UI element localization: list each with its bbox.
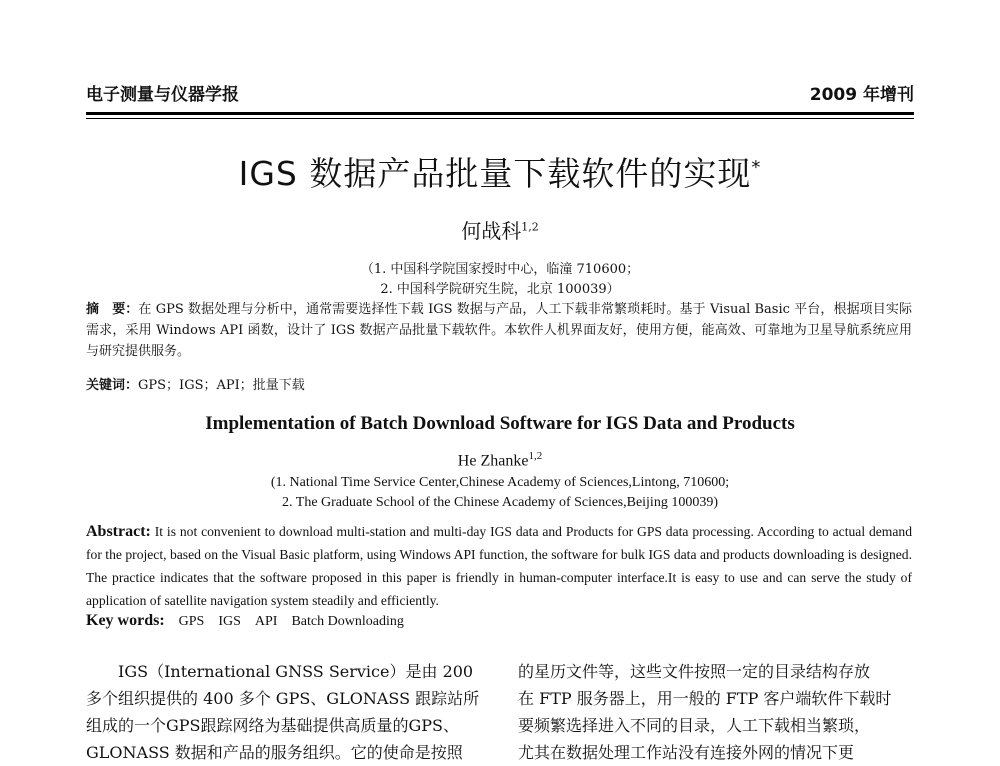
body-line: 的星历文件等，这些文件按照一定的目录结构存放 xyxy=(518,662,871,681)
keywords-en xyxy=(86,612,404,630)
abstract-cn xyxy=(86,299,912,362)
paper-title-text: IGS 数据产品批量下载软件的实现 xyxy=(238,154,752,193)
keywords-cn-label: 关键词： xyxy=(86,378,139,393)
journal-name: 电子测量与仪器学报 xyxy=(86,85,239,105)
affiliation-cn-2: 2. 中国科学院研究生院，北京 100039） xyxy=(380,282,620,297)
author-en xyxy=(0,450,1000,470)
affiliation-en-1: (1. National Time Service Center,Chinese Academy of Sciences,Lintong, 710600; xyxy=(270,475,730,490)
keyword-en: GPS xyxy=(178,614,205,629)
author-affiliation-marks: 1,2 xyxy=(521,220,539,234)
header-rule-thin xyxy=(86,118,914,119)
body-line: 要频繁选择进入不同的目录，人工下载相当繁琐， xyxy=(518,716,871,735)
body-column-left xyxy=(86,658,481,766)
body-line: 尤其在数据处理工作站没有连接外网的情况下更 xyxy=(518,743,855,762)
journal-issue: 2009 年增刊 xyxy=(809,85,914,105)
body-line: 在 FTP 服务器上，用一般的 FTP 客户端软件下载时 xyxy=(518,689,892,708)
affiliation-cn-1: （1. 中国科学院国家授时中心，临潼 710600； xyxy=(360,262,640,277)
keyword-en: API xyxy=(254,614,278,629)
abstract-en xyxy=(86,520,912,612)
abstract-en-label: Abstract: xyxy=(86,523,151,540)
abstract-cn-text: 在 GPS 数据处理与分析中，通常需要选择性下载 IGS 数据与产品，人工下载非常繁琐耗时。基于 Visual Basic 平台，根据项目实际需求，采用 Windows API 函数，设计了 IGS 数据产品批量下载软件。本软件人机界面友好，使用方便，能高效、可靠地为卫星导航系统应用与研究提供服务。 xyxy=(86,302,912,359)
body-line: GLONASS 数据和产品的服务组织。它的使命是按照 xyxy=(86,743,463,762)
keywords-en-label: Key words: xyxy=(86,612,165,629)
author xyxy=(0,215,1000,244)
title-footnote-mark: * xyxy=(751,157,762,178)
body-column-right xyxy=(518,658,914,766)
keyword-en: IGS xyxy=(218,614,241,629)
keyword-en: Batch Downloading xyxy=(291,614,404,629)
paper-title-en: Implementation of Batch Download Software for IGS Data and Products xyxy=(205,413,795,434)
affiliation-en-2: 2. The Graduate School of the Chinese Academy of Sciences,Beijing 100039) xyxy=(282,495,718,510)
keywords-cn xyxy=(86,374,305,393)
header-rule-thick xyxy=(86,112,914,115)
body-line: IGS（International GNSS Service）是由 200 xyxy=(118,662,474,681)
body-line: 组成的一个GPS跟踪网络为基础提供高质量的GPS、 xyxy=(86,716,460,735)
keywords-cn-text: GPS；IGS；API；批量下载 xyxy=(138,378,305,393)
abstract-cn-label: 摘 要： xyxy=(86,302,139,317)
author-name: 何战科 xyxy=(461,219,522,243)
abstract-en-text: It is not convenient to download multi-station and multi-day IGS data and Products for GPS data processing. According to actual demand for the project, based on the Visual Basic platform, using Windows API function, the software for bulk IGS data and products downloading is designed. The practice indicates that the software proposed in this paper is friendly in human-computer interface.It is easy to use and can serve the study of application of satellite navigation system steadily and efficiently. xyxy=(86,524,912,608)
author-en-name: He Zhanke xyxy=(457,452,529,470)
author-en-affiliation-marks: 1,2 xyxy=(528,450,543,462)
body-line: 多个组织提供的 400 多个 GPS、GLONASS 跟踪站所 xyxy=(86,689,480,708)
paper-title xyxy=(0,148,1000,195)
